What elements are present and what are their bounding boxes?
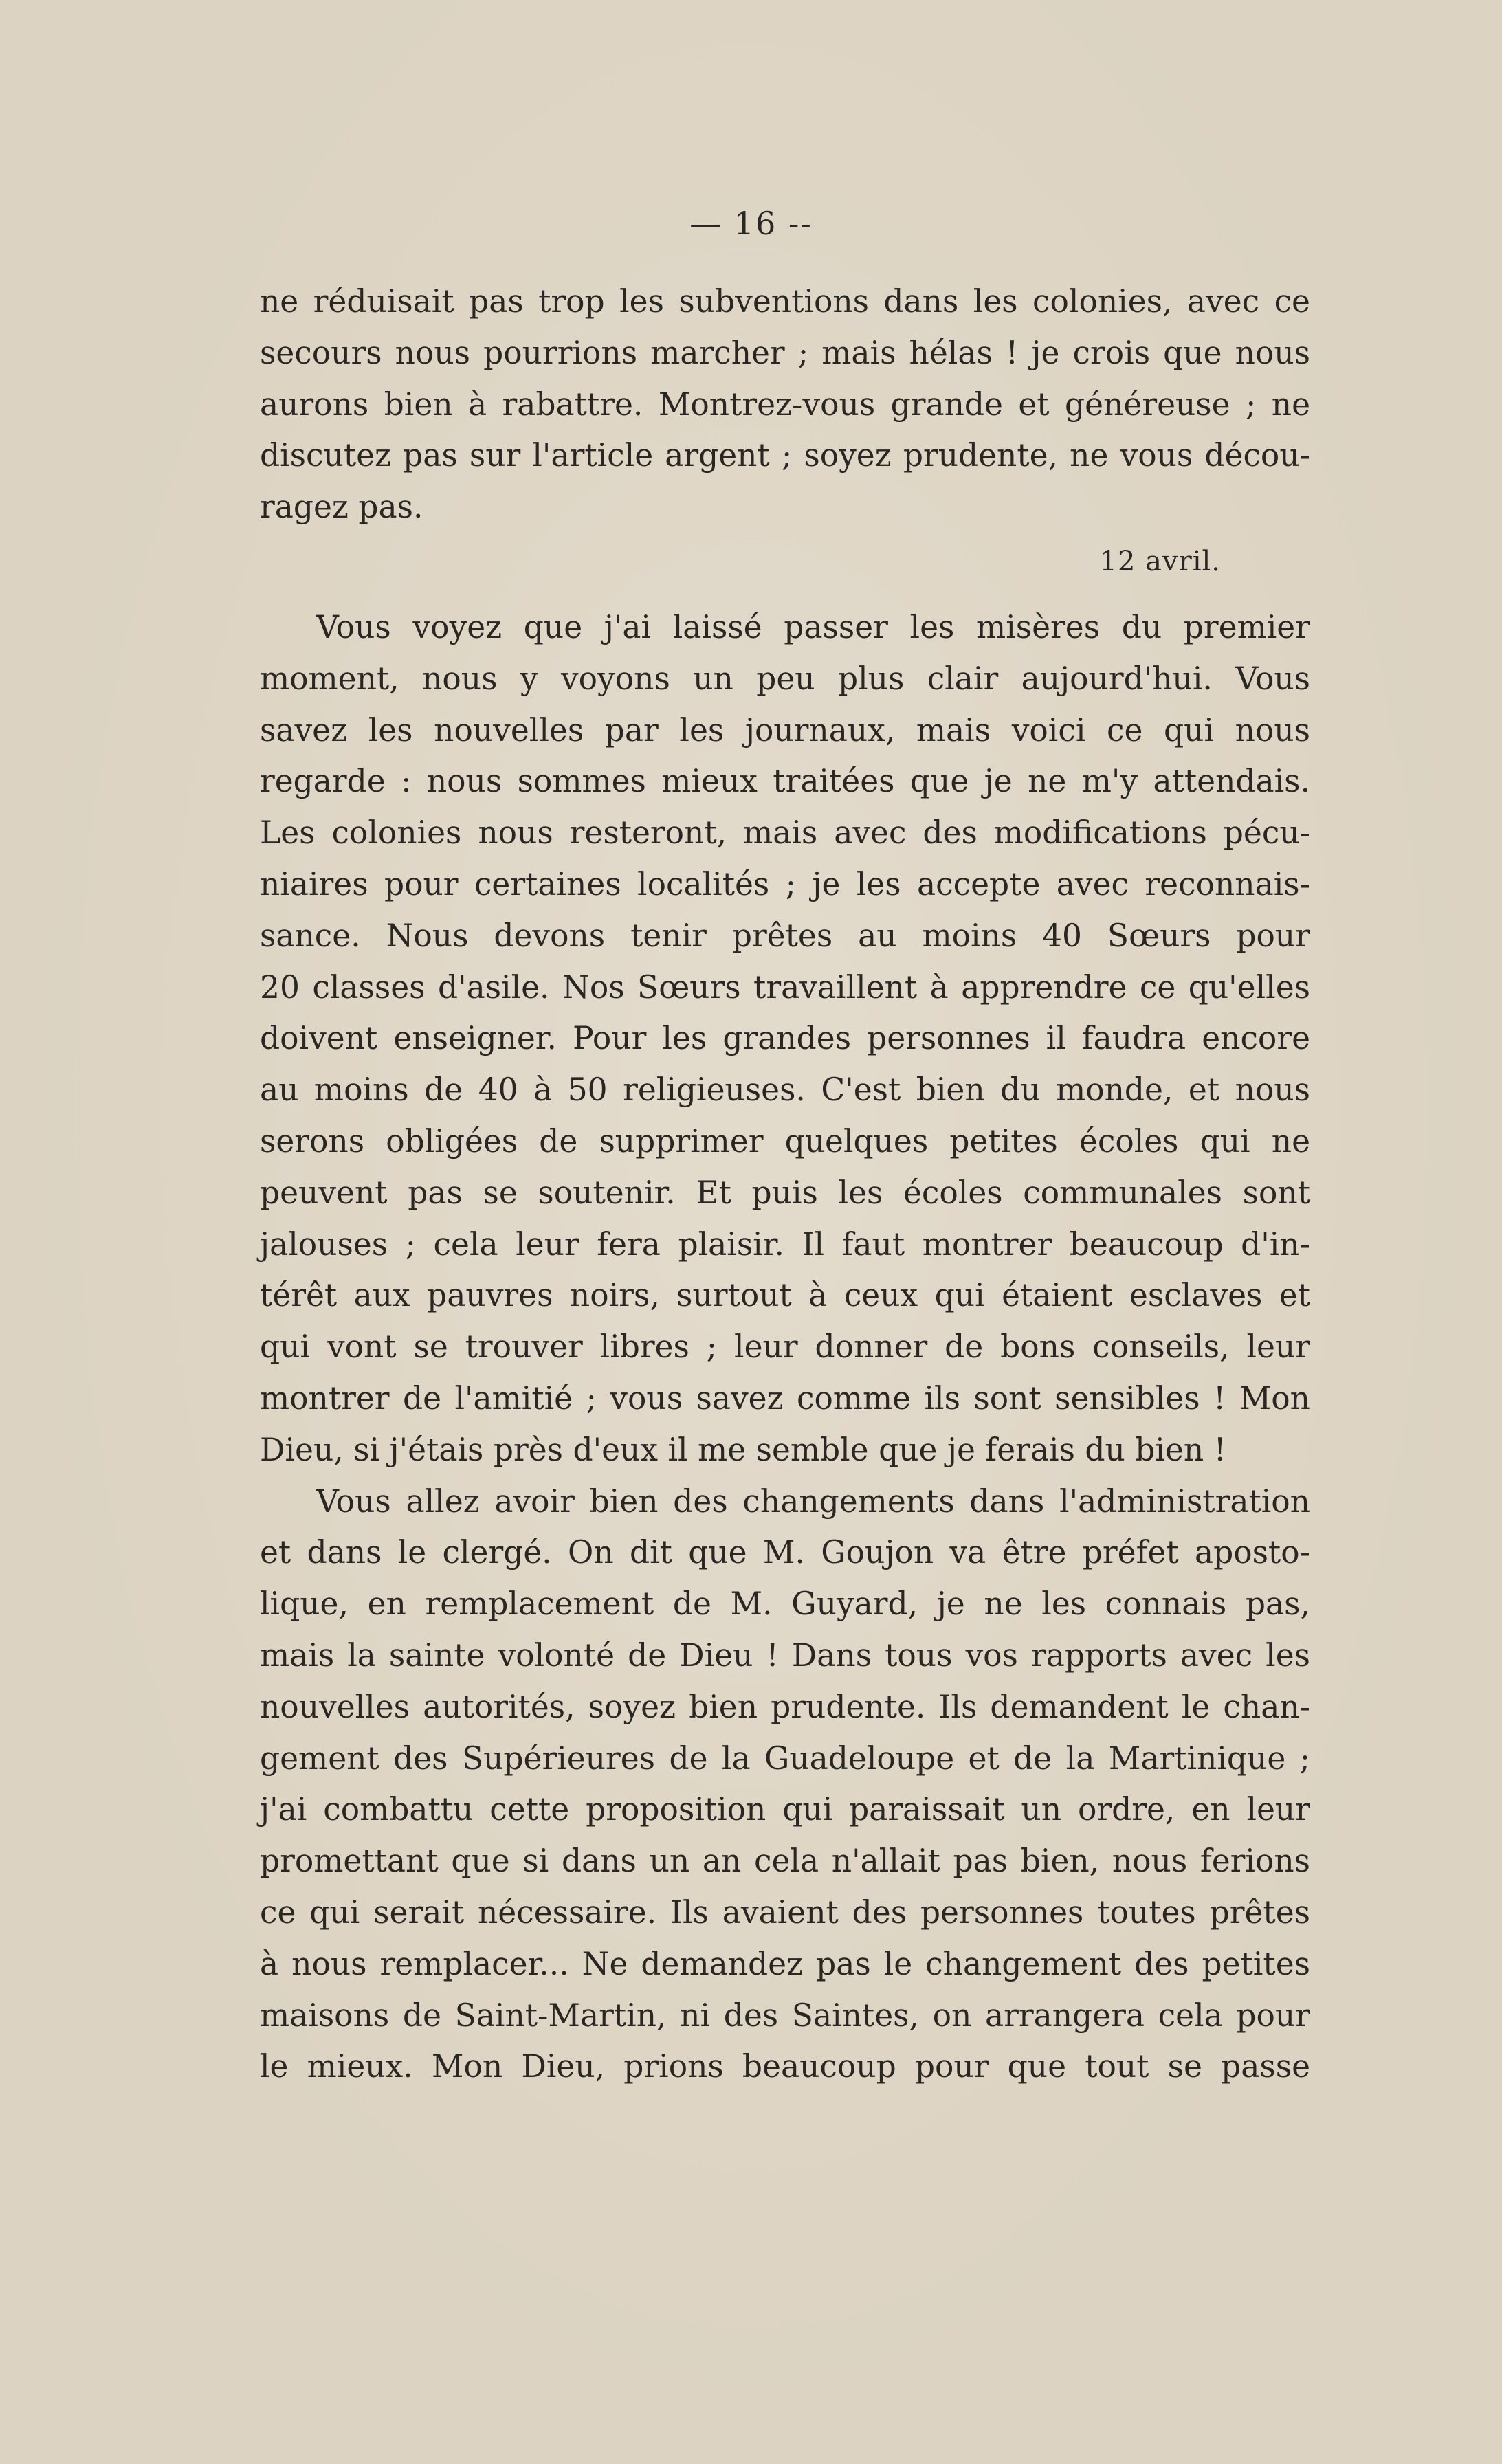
text-line: Vous voyez que j'ai laissé passer les misères du premier bbox=[316, 608, 1310, 645]
text-line: discutez pas sur l'article argent ; soyez prudente, ne vous décou- bbox=[260, 437, 1310, 474]
text-line: j'ai combattu cette proposition qui paraissait un ordre, en leur bbox=[260, 1791, 1310, 1828]
text-line: doivent enseigner. Pour les grandes personnes il faudra encore bbox=[260, 1020, 1310, 1057]
text-line: Les colonies nous resteront, mais avec des modifications pécu- bbox=[260, 814, 1310, 852]
text-line: serons obligées de supprimer quelques petites écoles qui ne bbox=[260, 1122, 1310, 1159]
letter-date: 12 avril. bbox=[1099, 545, 1221, 577]
text-line: moment, nous y voyons un peu plus clair aujourd'hui. Vous bbox=[260, 660, 1310, 697]
text-line: Vous allez avoir bien des changements dans l'administration bbox=[316, 1483, 1310, 1520]
text-line: promettant que si dans un an cela n'allait pas bien, nous ferions bbox=[260, 1843, 1310, 1880]
text-line: maisons de Saint-Martin, ni des Saintes, on arrangera cela pour bbox=[260, 1997, 1310, 2034]
text-line: jalouses ; cela leur fera plaisir. Il faut montrer beaucoup d'in- bbox=[260, 1225, 1310, 1263]
text-line: qui vont se trouver libres ; leur donner de bons conseils, leur bbox=[260, 1329, 1310, 1366]
text-line: le mieux. Mon Dieu, prions beaucoup pour que tout se passe bbox=[260, 2048, 1310, 2085]
paragraph-1 bbox=[260, 276, 1310, 533]
text-line: niaires pour certaines localités ; je les accepte avec reconnais- bbox=[260, 865, 1310, 902]
text-line: aurons bien à rabattre. Montrez-vous grande et généreuse ; ne bbox=[260, 386, 1310, 423]
text-line: secours nous pourrions marcher ; mais hélas ! je crois que nous bbox=[260, 334, 1310, 371]
text-line: nouvelles autorités, soyez bien prudente. Ils demandent le chan- bbox=[260, 1688, 1310, 1725]
text-line: peuvent pas se soutenir. Et puis les écoles communales sont bbox=[260, 1174, 1310, 1211]
body-text bbox=[260, 276, 1310, 2093]
text-line: sance. Nous devons tenir prêtes au moins 40 Sœurs pour bbox=[260, 917, 1310, 954]
text-line: ne réduisait pas trop les subventions dans les colonies, avec ce bbox=[260, 283, 1310, 320]
text-line: 20 classes d'asile. Nos Sœurs travaillent à apprendre ce qu'elles bbox=[260, 968, 1310, 1006]
text-line: lique, en remplacement de M. Guyard, je ne les connais pas, bbox=[260, 1586, 1310, 1623]
text-line: savez les nouvelles par les journaux, mais voici ce qui nous bbox=[260, 711, 1310, 748]
text-line: mais la sainte volonté de Dieu ! Dans tous vos rapports avec les bbox=[260, 1636, 1310, 1674]
text-line: au moins de 40 à 50 religieuses. C'est bien du monde, et nous bbox=[260, 1072, 1310, 1109]
text-line: gement des Supérieures de la Guadeloupe et de la Martinique ; bbox=[260, 1740, 1310, 1777]
text-line: Dieu, si j'étais près d'eux il me semble que je ferais du bien ! bbox=[260, 1431, 1226, 1468]
text-line: ce qui serait nécessaire. Ils avaient des personnes toutes prêtes bbox=[260, 1894, 1310, 1931]
text-line: et dans le clergé. On dit que M. Goujon va être préfet aposto- bbox=[260, 1534, 1310, 1571]
paragraph-2 bbox=[260, 602, 1310, 1476]
text-line: térêt aux pauvres noirs, surtout à ceux qui étaient esclaves et bbox=[260, 1277, 1310, 1314]
text-line: montrer de l'amitié ; vous savez comme ils sont sensibles ! Mon bbox=[260, 1379, 1310, 1417]
text-line: à nous remplacer... Ne demandez pas le changement des petites bbox=[260, 1945, 1310, 1982]
page-number: — 16 -- bbox=[689, 205, 813, 242]
text-line: ragez pas. bbox=[260, 489, 423, 526]
paragraph-3 bbox=[260, 1476, 1310, 2094]
text-line: regarde : nous sommes mieux traitées que je ne m'y attendais. bbox=[260, 763, 1310, 800]
